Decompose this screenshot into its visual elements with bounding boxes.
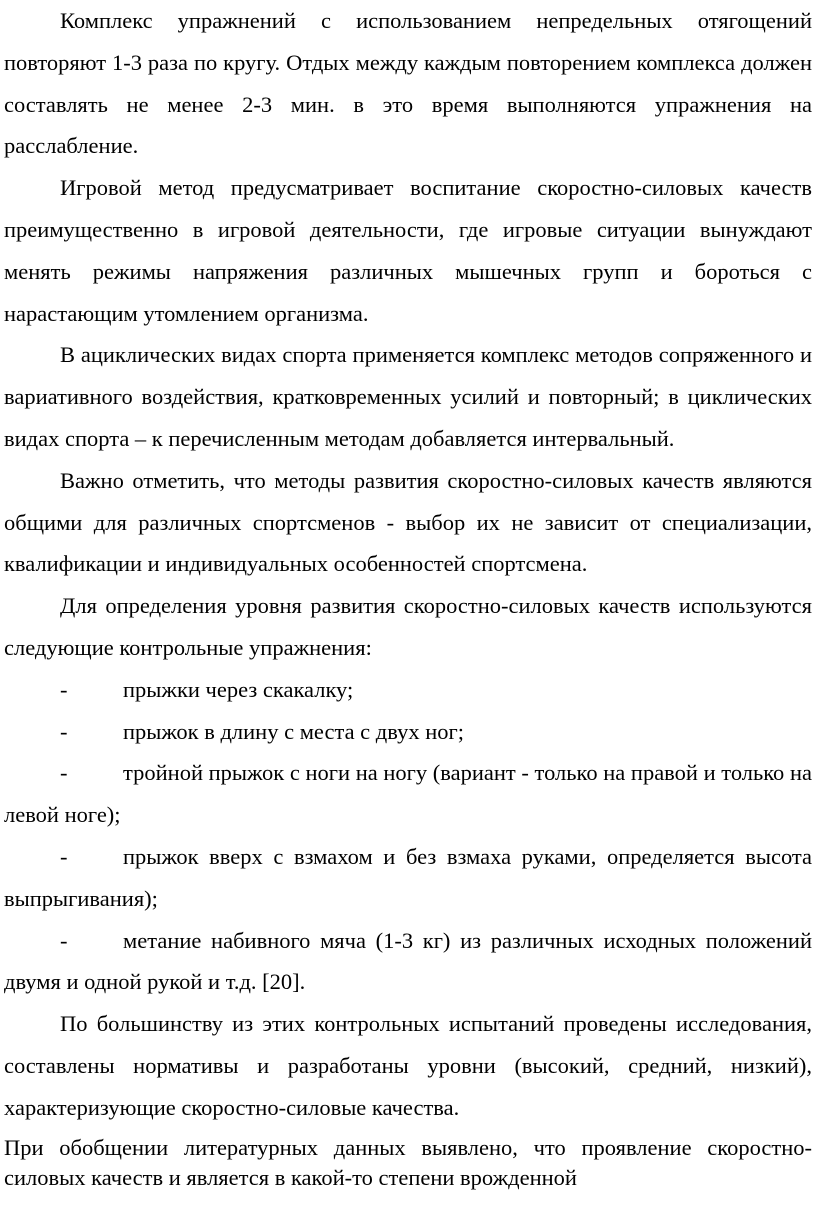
list-item <box>4 752 812 836</box>
paragraph-literature-summary: При обобщении литературных данных выявлено, что проявление скоростно-силовых качеств и является в какой-то степени врожденной <box>4 1134 812 1190</box>
list-item-text: метание набивного мяча (1-3 кг) из различных исходных положений двумя и одной рукой и т.д. [20]. <box>4 927 812 995</box>
list-marker: - <box>60 760 68 786</box>
list-marker: - <box>60 843 68 869</box>
list-marker: - <box>60 927 68 953</box>
paragraph-research-norms: По большинству из этих контрольных испытаний проведены исследования, составлены нормативы и разработаны уровни (высокий, средний, низкий), характеризующие скоростно-силовые качества. <box>4 1011 812 1120</box>
list-item <box>4 836 812 920</box>
paragraph-control-exercises-intro: Для определения уровня развития скоростно-силовых качеств используются следующие контрольные упражнения: <box>4 593 812 660</box>
list-item-text: прыжки через скакалку; <box>123 676 354 702</box>
list-item-text: прыжок в длину с места с двух ног; <box>123 718 464 744</box>
paragraph-acyclic-sports: В ациклических видах спорта применяется комплекс методов сопряженного и вариативного воздействия, кратковременных усилий и повторный; в циклических видах спорта – к перечисленным методам добавляется интервальный. <box>4 342 812 451</box>
list-marker: - <box>60 718 68 744</box>
list-item <box>4 920 812 1004</box>
paragraph-game-method: Игровой метод предусматривает воспитание скоростно-силовых качеств преимущественно в игровой деятельности, где игровые ситуации вынуждают менять режимы напряжения различных мышечных групп и бороться с нарастающим утомлением организма. <box>4 175 812 326</box>
list-item <box>4 711 812 753</box>
document-page <box>4 0 812 1193</box>
paragraph-methods-general: Важно отметить, что методы развития скоростно-силовых качеств являются общими для различных спортсменов - выбор их не зависит от специализации, квалификации и индивидуальных особенностей спортсмена. <box>4 467 812 577</box>
paragraph-complex-exercises: Комплекс упражнений с использованием непредельных отягощений повторяют 1-3 раза по кругу. Отдых между каждым повторением комплекса должен составлять не менее 2-3 мин. в это время выполняются упражнения на расслабление. <box>4 8 812 159</box>
list-item-text: прыжок вверх с взмахом и без взмаха руками, определяется высота выпрыгивания); <box>4 843 812 911</box>
list-marker: - <box>60 676 68 702</box>
control-exercises-list <box>4 669 812 1003</box>
list-item-text: тройной прыжок с ноги на ногу (вариант - только на правой и только на левой ноге); <box>4 760 812 828</box>
list-item <box>4 669 812 711</box>
